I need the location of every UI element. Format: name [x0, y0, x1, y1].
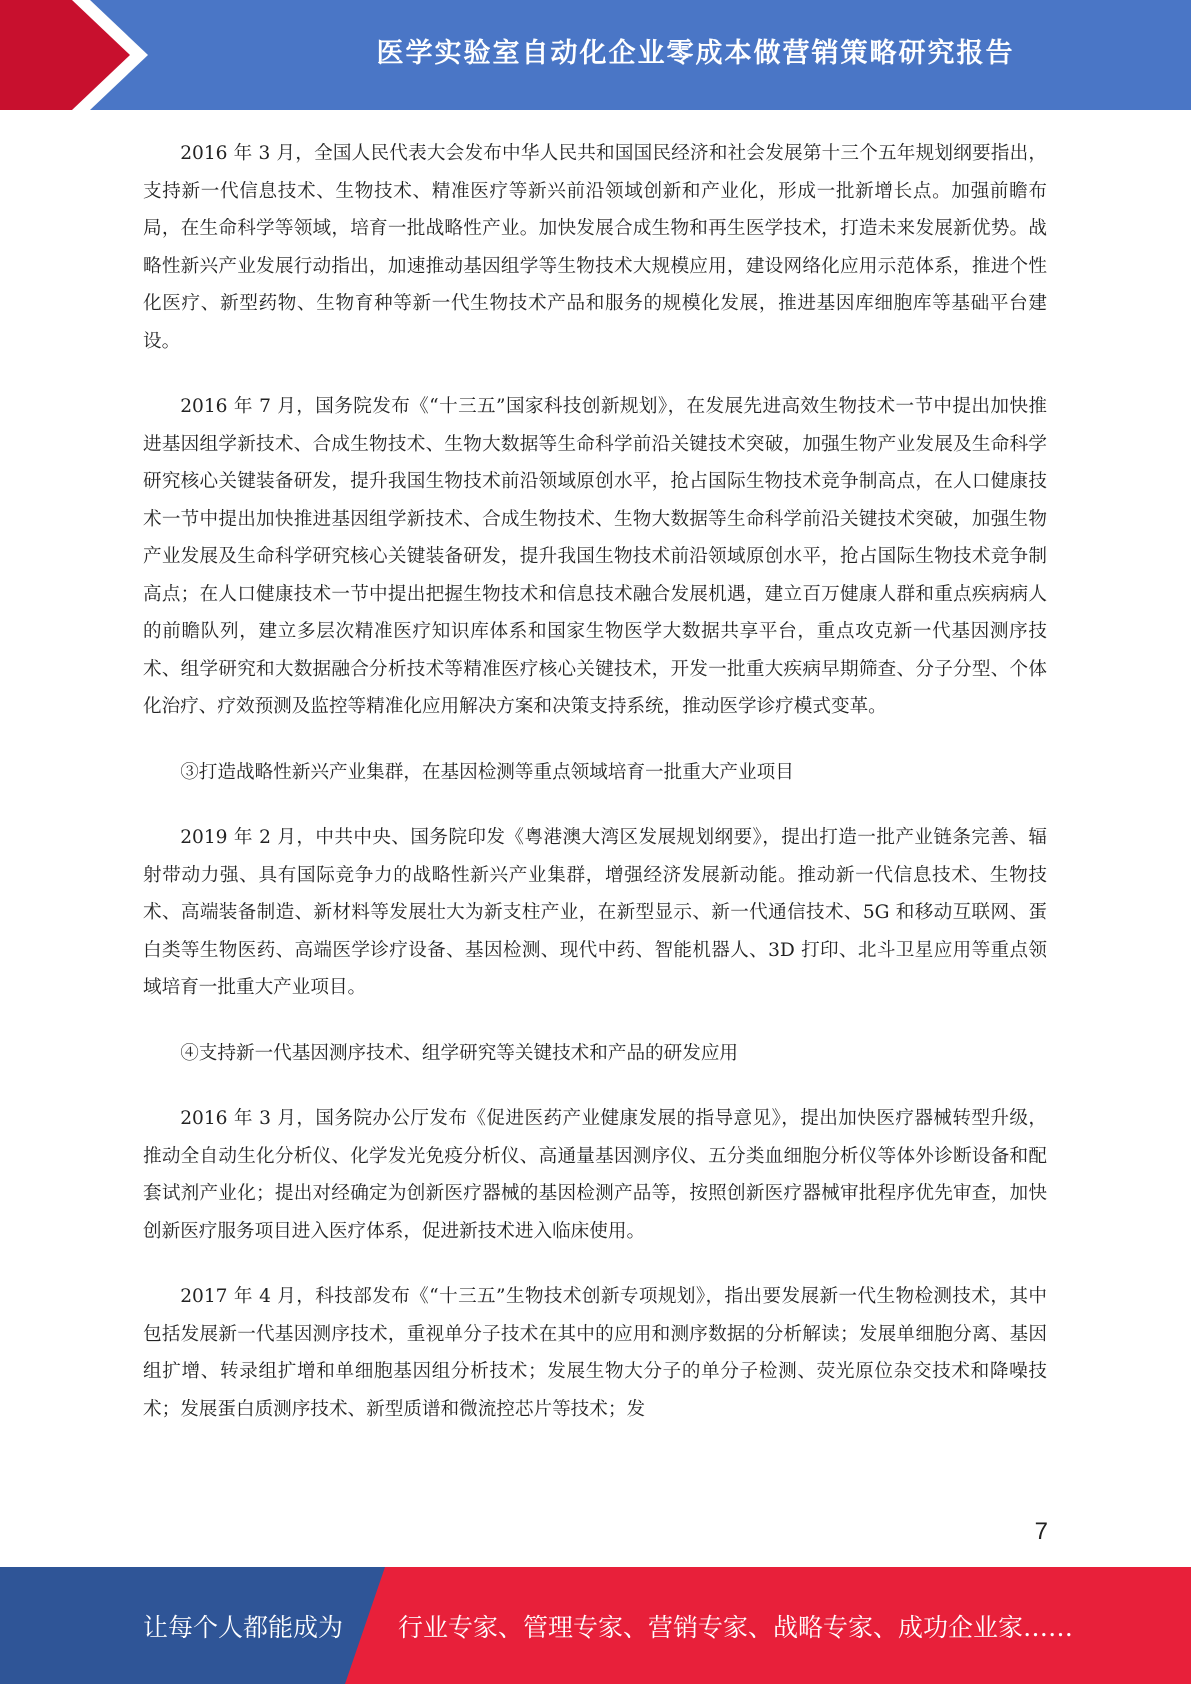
red-chevron-icon — [0, 0, 160, 110]
page-header — [0, 0, 1191, 110]
footer-slogan-left: 让每个人都能成为 — [143, 1612, 344, 1642]
footer-slogan-right: 行业专家、管理专家、营销专家、战略专家、成功企业家…… — [398, 1612, 1074, 1642]
paragraph: 2017 年 4 月，科技部发布《“十三五”生物技术创新专项规划》，指出要发展新一代生物检测技术，其中包括发展新一代基因测序技术，重视单分子技术在其中的应用和测序数据的分析解读；发展单细胞分离、基因组扩增、转录组扩增和单细胞基因组分析技术；发展生物大分子的单分子检测、荧光原位杂交技术和降噪技术；发展蛋白质测序技术、新型质谱和微流控芯片等技术；发 — [143, 1286, 1047, 1420]
paragraph: 2019 年 2 月，中共中央、国务院印发《粤港澳大湾区发展规划纲要》，提出打造一批产业链条完善、辐射带动力强、具有国际竞争力的战略性新兴产业集群，增强经济发展新动能。推动新一代信息技术、生物技术、高端装备制造、新材料等发展壮大为新支柱产业，在新型显示、新一代通信技术、5G 和移动互联网、蛋白类等生物医药、高端医学诊疗设备、基因检测、现代中药、智能机器人、3D 打印、北斗卫星应用等重点领域培育一批重大产业项目。 — [143, 827, 1047, 998]
paragraph: 2016 年 3 月，国务院办公厅发布《促进医药产业健康发展的指导意见》，提出加快医疗器械转型升级，推动全自动生化分析仪、化学发光免疫分析仪、高通量基因测序仪、五分类血细胞分析仪等体外诊断设备和配套试剂产业化；提出对经确定为创新医疗器械的基因检测产品等，按照创新医疗器械审批程序优先审查，加快创新医疗服务项目进入医疗体系，促进新技术进入临床使用。 — [143, 1108, 1047, 1242]
subheading: ④支持新一代基因测序技术、组学研究等关键技术和产品的研发应用 — [180, 1042, 739, 1064]
report-title: 医学实验室自动化企业零成本做营销策略研究报告 — [376, 37, 1015, 69]
paragraph: 2016 年 7 月，国务院发布《“十三五”国家科技创新规划》，在发展先进高效生物技术一节中提出加快推进基因组学新技术、合成生物技术、生物大数据等生命科学前沿关键技术突破，加强生物产业发展及生命科学研究核心关键装备研发，提升我国生物技术前沿领域原创水平，抢占国际生物技术竞争制高点，在人口健康技术一节中提出加快推进基因组学新技术、合成生物技术、生物大数据等生命科学前沿关键技术突破，加强生物产业发展及生命科学研究核心关键装备研发，提升我国生物技术前沿领域原创水平，抢占国际生物技术竞争制高点；在人口健康技术一节中提出把握生物技术和信息技术融合发展机遇，建立百万健康人群和重点疾病病人的前瞻队列，建立多层次精准医疗知识库体系和国家生物医学大数据共享平台，重点攻克新一代基因测序技术、组学研究和大数据融合分析技术等精准医疗核心关键技术，开发一批重大疾病早期筛查、分子分型、个体化治疗、疗效预测及监控等精准化应用解决方案和决策支持系统，推动医学诊疗模式变革。 — [143, 396, 1047, 717]
subheading: ③打造战略性新兴产业集群，在基因检测等重点领域培育一批重大产业项目 — [180, 761, 794, 783]
document-body — [143, 135, 1047, 1456]
page-footer — [0, 1567, 1191, 1684]
paragraph: 2016 年 3 月，全国人民代表大会发布中华人民共和国国民经济和社会发展第十三个五年规划纲要指出，支持新一代信息技术、生物技术、精准医疗等新兴前沿领域创新和产业化，形成一批新增长点。加强前瞻布局，在生命科学等领域，培育一批战略性产业。加快发展合成生物和再生医学技术，打造未来发展新优势。战略性新兴产业发展行动指出，加速推动基因组学等生物技术大规模应用，建设网络化应用示范体系，推进个性化医疗、新型药物、生物育种等新一代生物技术产品和服务的规模化发展，推进基因库细胞库等基础平台建设。 — [143, 143, 1047, 352]
page-number: 7 — [1034, 1518, 1048, 1545]
